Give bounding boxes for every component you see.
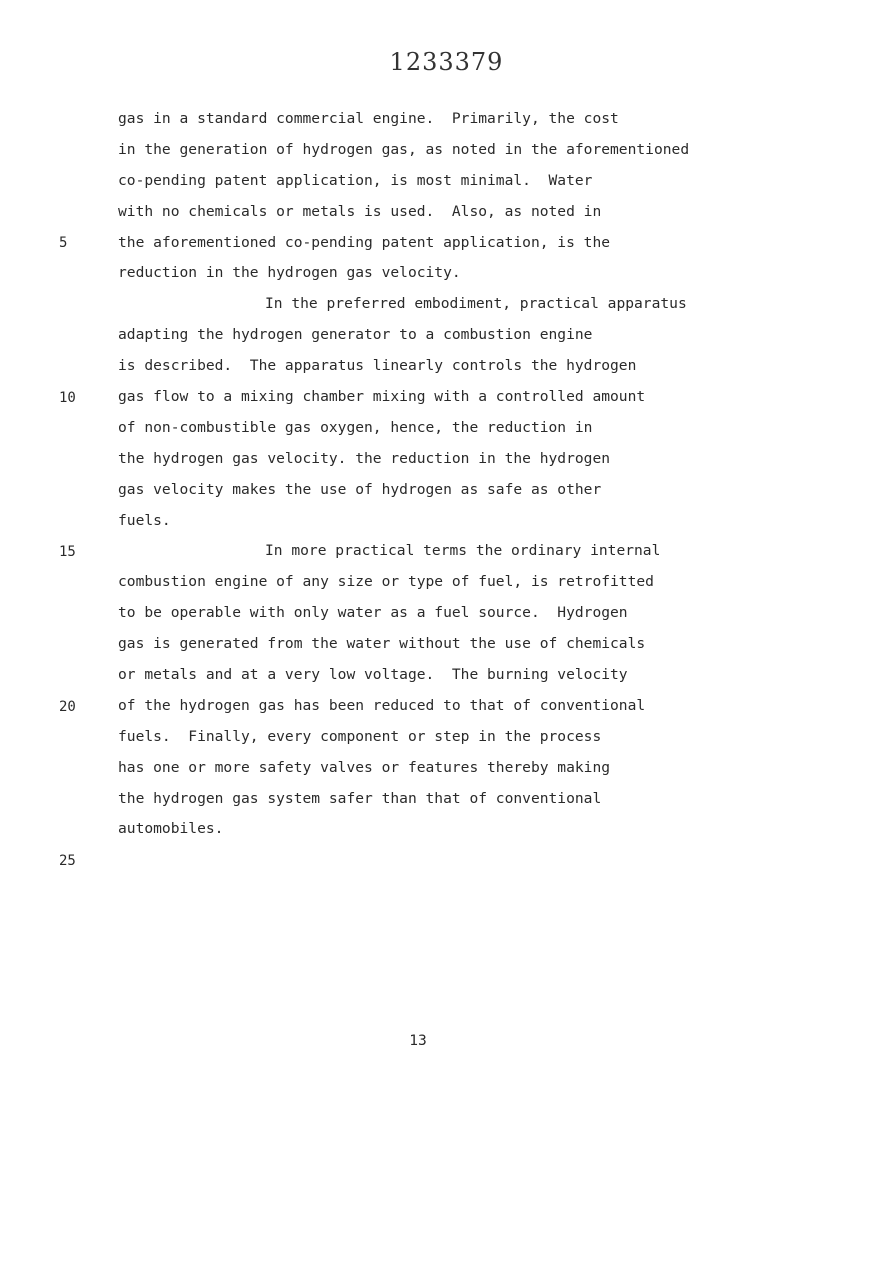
text-line: of non-combustible gas oxygen, hence, the reduction in (118, 418, 593, 436)
text-line: the hydrogen gas system safer than that of conventional (118, 789, 602, 807)
line-number: 10 (59, 390, 76, 406)
line-number: 15 (59, 544, 76, 560)
line-number: 25 (59, 853, 76, 869)
text-line: adapting the hydrogen generator to a combustion engine (118, 326, 593, 344)
line-number: 20 (59, 699, 76, 715)
text-line: gas in a standard commercial engine. Primarily, the cost (118, 110, 619, 127)
text-line: fuels. Finally, every component or step in the process (118, 727, 602, 745)
line-number: 5 (59, 235, 68, 251)
text-line: gas velocity makes the use of hydrogen as safe as other (118, 480, 602, 498)
document-number: 1233379 (389, 48, 504, 76)
text-line: with no chemicals or metals is used. Also, as noted in (118, 202, 602, 220)
text-line: reduction in the hydrogen gas velocity. (118, 264, 461, 282)
text-line: of the hydrogen gas has been reduced to that of conventional (118, 696, 646, 714)
text-line: combustion engine of any size or type of fuel, is retrofitted (118, 573, 654, 591)
text-line: fuels. (118, 511, 171, 529)
text-line: automobiles. (118, 820, 224, 838)
paragraph-start-line: In the preferred embodiment, practical apparatus (265, 295, 687, 313)
body-text (118, 104, 818, 845)
text-line: the hydrogen gas velocity. the reduction in the hydrogen (118, 449, 611, 467)
text-line: is described. The apparatus linearly controls the hydrogen (118, 357, 637, 375)
text-line: the aforementioned co-pending patent application, is the (118, 233, 611, 251)
text-line: in the generation of hydrogen gas, as noted in the aforementioned (118, 140, 690, 158)
page-number: 13 (409, 1032, 427, 1049)
text-line: gas flow to a mixing chamber mixing with a controlled amount (118, 388, 646, 406)
text-line: has one or more safety valves or features thereby making (118, 758, 611, 776)
text-line: gas is generated from the water without the use of chemicals (118, 635, 646, 653)
text-line: to be operable with only water as a fuel source. Hydrogen (118, 604, 628, 622)
paragraph-start-line: In more practical terms the ordinary internal (265, 542, 661, 560)
text-line: or metals and at a very low voltage. The burning velocity (118, 666, 628, 684)
text-line: co-pending patent application, is most minimal. Water (118, 171, 593, 189)
